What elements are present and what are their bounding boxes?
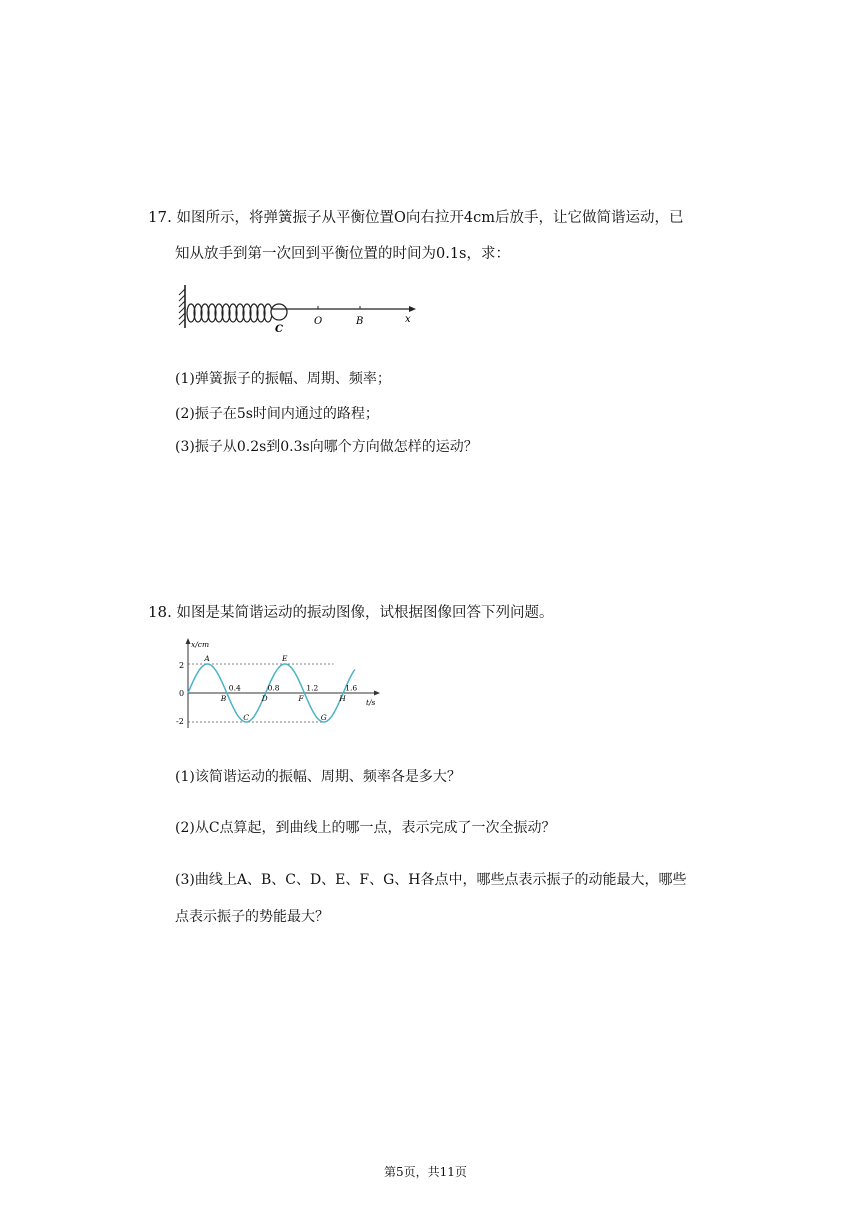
point-label-e: E xyxy=(282,654,288,663)
point-label-b: B xyxy=(220,694,227,703)
x-axis-label: t/s xyxy=(366,698,376,707)
point-label-c: C xyxy=(243,713,249,722)
y-axis-label: x/cm xyxy=(191,640,210,649)
xtick-label: 0.4 xyxy=(228,683,241,693)
point-label-d: D xyxy=(261,694,268,703)
q18-sub2: (2)从C点算起，到曲线上的哪一点，表示完成了一次全振动？ xyxy=(175,820,556,836)
point-label-h: H xyxy=(339,694,346,703)
xtick-label: 1.2 xyxy=(306,683,319,693)
label-x: x xyxy=(405,314,411,325)
q18-number: 18. xyxy=(148,603,172,621)
point-label-g: G xyxy=(320,713,327,722)
q17-sub2: (2)振子在5s时间内通过的路程； xyxy=(175,406,379,422)
q17-number: 17. xyxy=(148,208,172,226)
y-axis-arrow xyxy=(186,638,191,644)
ytick-label-neg2: -2 xyxy=(176,717,184,726)
wall-hatch xyxy=(179,289,185,325)
q17-stem-line2: 知从放手到第一次回到平衡位置的时间为0.1s，求： xyxy=(175,246,510,262)
label-o: O xyxy=(314,316,323,327)
q18-stem: 如图是某简谐运动的振动图像，试根据图像回答下列问题。 xyxy=(176,605,554,621)
page-footer: 第5页，共11页 xyxy=(384,1165,467,1179)
spring-coils xyxy=(187,304,272,322)
q17-sub3: (3)振子从0.2s到0.3s向哪个方向做怎样的运动？ xyxy=(175,439,478,455)
q17-line1 xyxy=(148,207,683,228)
x-axis-arrow xyxy=(409,306,416,312)
x-axis-arrow xyxy=(374,691,380,696)
q17-sub1: (1)弹簧振子的振幅、周期、频率； xyxy=(175,371,391,387)
vibration-graph xyxy=(170,636,385,736)
ytick-label-2: 2 xyxy=(179,661,185,670)
point-label-a: A xyxy=(204,654,210,663)
q18-line1 xyxy=(148,602,553,623)
xtick-label: 1.6 xyxy=(345,683,358,693)
label-b: B xyxy=(356,316,364,327)
spring-oscillator-figure xyxy=(178,283,418,338)
oscillator-ball xyxy=(271,304,287,320)
q18-sub1: (1)该简谐运动的振幅、周期、频率各是多大？ xyxy=(175,769,461,785)
q18-sub3-line1: (3)曲线上A、B、C、D、E、F、G、H各点中，哪些点表示振子的动能最大，哪些 xyxy=(175,872,687,888)
q17-stem-line1: 如图所示，将弹簧振子从平衡位置O向右拉开4cm后放手，让它做简谐运动，已 xyxy=(176,210,684,226)
label-c: C xyxy=(275,324,283,335)
point-label-f: F xyxy=(298,694,304,703)
ytick-label-0: 0 xyxy=(179,689,185,698)
xtick-label: 0.8 xyxy=(267,683,280,693)
q18-sub3-line2: 点表示振子的势能最大？ xyxy=(175,909,329,925)
